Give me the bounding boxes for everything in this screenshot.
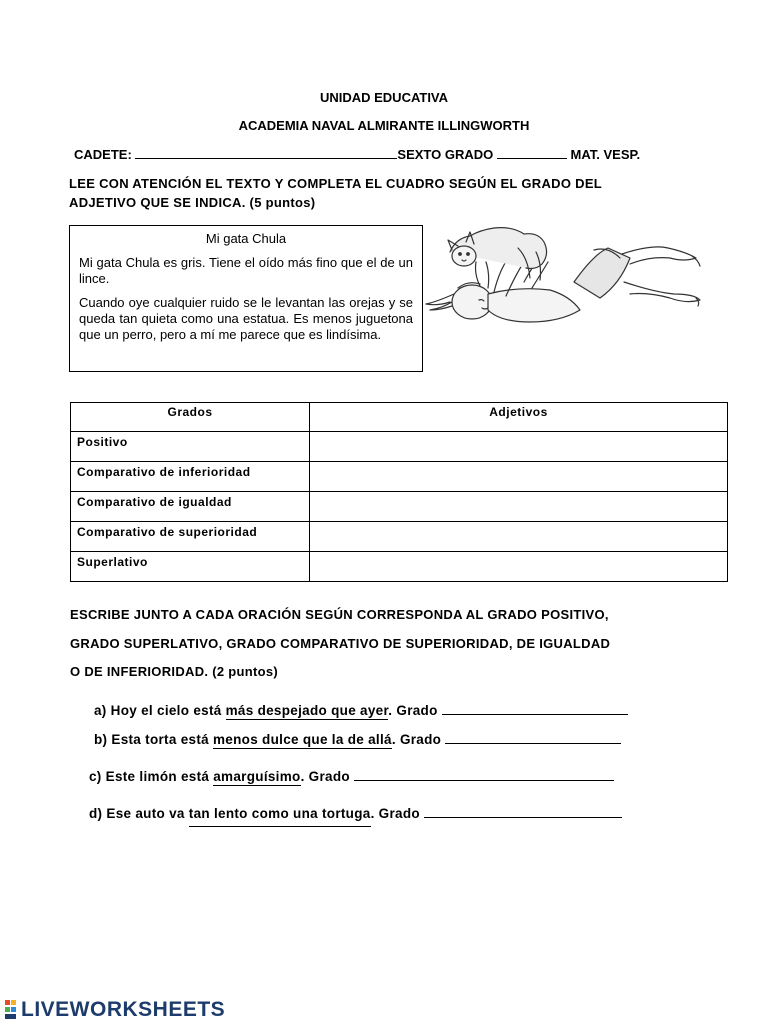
adjective-input-superlativo[interactable] [310,552,728,582]
sentence-a-suffix: . Grado [388,703,438,718]
grades-table [70,402,728,582]
adjective-input-positivo[interactable] [310,432,728,462]
sentence-d-phrase: tan lento como una tortuga [189,806,371,827]
story-box [69,225,423,372]
sentence-d-prefix: d) Ese auto va [89,806,189,821]
table-row [71,552,728,582]
table-row [71,522,728,552]
liveworksheets-logo-icon [4,999,18,1021]
sentence-c-phrase: amarguísimo [213,769,301,784]
header-grados: Grados [71,403,310,432]
grade-field[interactable] [497,148,567,159]
grade-label-comparativo-superioridad: Comparativo de superioridad [71,522,310,552]
header-adjetivos: Adjetivos [310,403,728,432]
grade-label-positivo: Positivo [71,432,310,462]
instruction-1-line-2: ADJETIVO QUE SE INDICA. (5 puntos) [69,195,316,210]
sentence-c [89,769,614,784]
instruction-2-line-3: O DE INFERIORIDAD. (2 puntos) [70,664,279,679]
sentence-a-answer-field[interactable] [442,704,628,715]
school-title: UNIDAD EDUCATIVA [319,90,449,105]
story-paragraph-2: Cuando oye cualquier ruido se le levantan las orejas y se queda tan quieta como una estatua. Es menos juguetona que un perro, pero a mí me parece que es lindísima. [79,295,413,342]
adjective-input-comparativo-igualdad[interactable] [310,492,728,522]
sentence-a-phrase: más despejado que ayer [225,703,389,718]
cadete-name-field[interactable] [135,148,397,159]
sentence-b-phrase: menos dulce que la de allá [212,732,392,747]
story-paragraph-1: Mi gata Chula es gris. Tiene el oído más fino que el de un lince. [79,255,413,286]
grade-label: SEXTO GRADO [397,147,494,162]
adjective-input-comparativo-superioridad[interactable] [310,522,728,552]
sentence-c-answer-field[interactable] [354,770,614,781]
sentence-b [94,732,621,747]
sentence-d [89,806,622,821]
sentence-b-suffix: . Grado [391,732,442,747]
liveworksheets-logo[interactable] [4,996,225,1024]
adjective-input-comparativo-inferioridad[interactable] [310,462,728,492]
grade-label-comparativo-inferioridad: Comparativo de inferioridad [71,462,310,492]
grade-label-comparativo-igualdad: Comparativo de igualdad [71,492,310,522]
instruction-2-line-1: ESCRIBE JUNTO A CADA ORACIÓN SEGÚN CORRESPONDA AL GRADO POSITIVO, [70,607,609,622]
grade-label-superlativo: Superlativo [71,552,310,582]
instruction-2-line-2: GRADO SUPERLATIVO, GRADO COMPARATIVO DE SUPERIORIDAD, DE IGUALDAD [70,636,611,651]
sentence-c-suffix: . Grado [300,769,350,784]
sentence-d-answer-field[interactable] [424,807,622,818]
table-row [71,462,728,492]
table-row [71,432,728,462]
academy-title: ACADEMIA NAVAL ALMIRANTE ILLINGWORTH [238,118,530,133]
sentence-c-prefix: c) Este limón está [89,769,214,784]
student-info-line [74,147,640,162]
sentence-a [94,703,628,718]
table-row [71,492,728,522]
instruction-1-line-1: LEE CON ATENCIÓN EL TEXTO Y COMPLETA EL CUADRO SEGÚN EL GRADO DEL [69,176,603,191]
story-title: Mi gata Chula [205,231,287,246]
shift-label: MAT. VESP. [570,147,641,162]
sentence-b-prefix: b) Esta torta está [94,732,213,747]
girl-with-cat-illustration [424,222,704,334]
sentence-b-answer-field[interactable] [445,733,621,744]
table-header-row [71,403,728,432]
sentence-a-prefix: a) Hoy el cielo está [94,703,226,718]
sentence-d-suffix: . Grado [370,806,420,821]
liveworksheets-logo-text: LIVEWORKSHEETS [21,998,226,1021]
cadete-label: CADETE: [74,147,132,162]
